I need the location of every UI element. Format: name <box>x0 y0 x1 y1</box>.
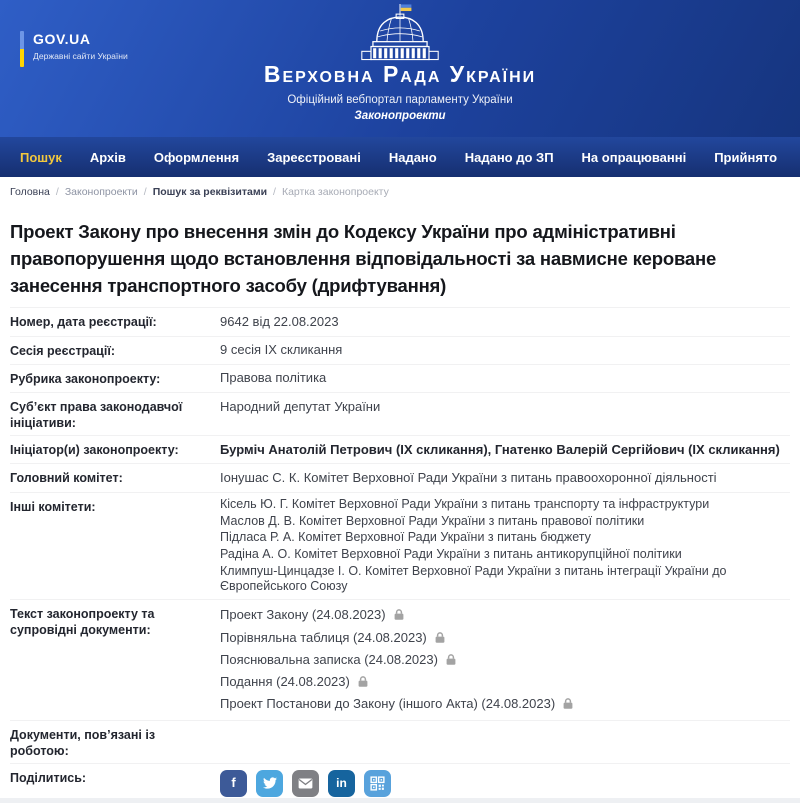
detail-value <box>210 397 790 431</box>
detail-label: Головний комітет: <box>10 471 123 486</box>
detail-label: Документи, пов’язані із роботою: <box>10 727 156 758</box>
lock-icon <box>445 653 457 666</box>
document-link[interactable] <box>220 604 790 626</box>
nav-item-nadano[interactable]: Надано <box>388 149 437 165</box>
detail-label: Ініціатор(и) законопроекту: <box>10 443 179 458</box>
detail-row <box>10 463 790 491</box>
share-buttons <box>220 768 790 799</box>
detail-label: Поділитись: <box>10 770 87 785</box>
detail-value-line: 9642 від 22.08.2023 <box>220 313 339 329</box>
detail-value-line: Підласа Р. А. Комітет Верховної Ради України з питань бюджету <box>220 530 591 545</box>
site-subtitle: Офіційний вебпортал парламенту України <box>287 94 513 106</box>
linkedin-icon: in <box>336 775 347 790</box>
detail-row <box>10 435 790 463</box>
document-link-label: Подання (24.08.2023) <box>220 674 350 690</box>
detail-label: Сесія реєстрації: <box>10 343 115 358</box>
facebook-icon: f <box>231 775 236 791</box>
footer-strip <box>0 798 800 803</box>
facebook-share-button[interactable] <box>220 770 247 797</box>
detail-value-line: Кісель Ю. Г. Комітет Верховної Ради України з питань транспорту та інфраструктури <box>220 497 710 512</box>
breadcrumb-item[interactable]: Законопроекти <box>64 186 138 198</box>
breadcrumb-separator: / <box>273 186 276 198</box>
detail-label: Суб’єкт права законодавчої ініціативи: <box>10 400 183 431</box>
twitter-share-button[interactable] <box>256 770 283 797</box>
detail-row <box>10 364 790 392</box>
breadcrumb-item: Картка законопроекту <box>281 186 389 198</box>
detail-value-line: Бурміч Анатолій Петрович (ІХ скликання), Гнатенко Валерій Сергійович (ІХ скликання) <box>220 441 780 457</box>
twitter-icon <box>263 776 277 790</box>
breadcrumb <box>0 177 800 205</box>
detail-value <box>210 768 790 799</box>
detail-value-line: Іонушас С. К. Комітет Верховної Ради України з питань правоохоронної діяльності <box>220 469 717 485</box>
document-link-label: Порівняльна таблиця (24.08.2023) <box>220 629 427 645</box>
detail-row <box>10 720 790 763</box>
qr-share-button[interactable] <box>364 770 391 797</box>
detail-value-line: Правова політика <box>220 370 327 386</box>
document-link[interactable] <box>220 693 790 715</box>
detail-row <box>10 336 790 364</box>
qr-code-icon <box>370 776 385 791</box>
detail-value-line: Маслов Д. В. Комітет Верховної Ради України з питань правової політики <box>220 513 645 528</box>
document-link-label: Пояснювальна записка (24.08.2023) <box>220 651 438 667</box>
detail-row <box>10 763 790 803</box>
detail-label: Інші комітети: <box>10 499 96 514</box>
linkedin-share-button[interactable] <box>328 770 355 797</box>
page-title: Проект Закону про внесення змін до Кодексу України про адміністративні правопорушення щодо встановлення відповідальності за навмисне кероване занесення транспортного засобу (дрифтування) <box>10 221 717 296</box>
detail-value <box>210 497 790 596</box>
detail-value-line: 9 сесія IX скликання <box>220 342 343 358</box>
document-link[interactable] <box>220 627 790 649</box>
detail-row <box>10 599 790 719</box>
site-header <box>0 0 800 137</box>
site-brand[interactable] <box>0 3 800 122</box>
nav-item-oformlennia[interactable]: Оформлення <box>153 149 240 165</box>
breadcrumb-item[interactable]: Пошук за реквізитами <box>152 186 268 198</box>
breadcrumb-separator: / <box>55 186 59 198</box>
detail-value-line: Климпуш-Цинцадзе І. О. Комітет Верховної Ради України з питань інтеграції України до Європейського Союзу <box>220 563 727 594</box>
detail-value <box>210 604 790 715</box>
detail-value <box>210 468 790 487</box>
detail-value <box>210 369 790 388</box>
detail-row <box>10 392 790 435</box>
detail-value-line: Народний депутат України <box>220 398 381 414</box>
email-share-button[interactable] <box>292 770 319 797</box>
lock-icon <box>434 631 446 644</box>
envelope-icon <box>298 778 313 789</box>
document-link[interactable] <box>220 671 790 693</box>
detail-value <box>210 440 790 459</box>
nav-item-nadano-do-zp[interactable]: Надано до ЗП <box>464 149 554 165</box>
detail-row <box>10 492 790 600</box>
main-nav <box>0 137 800 177</box>
bill-details <box>10 307 790 802</box>
gov-ua-title: GOV.UA <box>33 31 91 47</box>
document-link-label: Проект Постанови до Закону (іншого Акта) (24.08.2023) <box>220 696 556 712</box>
detail-value <box>210 341 790 360</box>
lock-icon <box>393 608 405 621</box>
gov-ua-subtitle: Державні сайти України <box>33 51 128 61</box>
parliament-building-icon <box>357 3 443 61</box>
lock-icon <box>562 697 574 710</box>
breadcrumb-item[interactable]: Головна <box>10 186 50 198</box>
document-link[interactable] <box>220 649 790 671</box>
detail-row <box>10 307 790 335</box>
nav-item-poshuk[interactable]: Пошук <box>20 149 62 165</box>
site-title: Верховна Рада України <box>263 61 537 87</box>
nav-item-arkhiv[interactable]: Архів <box>89 149 126 165</box>
document-link-label: Проект Закону (24.08.2023) <box>220 607 386 623</box>
detail-value <box>210 725 790 759</box>
detail-label: Номер, дата реєстрації: <box>10 315 157 330</box>
detail-value-line: Радіна А. О. Комітет Верховної Ради України з питань антикорупційної політики <box>220 547 682 562</box>
detail-value <box>210 312 790 331</box>
lock-icon <box>357 675 369 688</box>
nav-item-pryiniato[interactable]: Прийнято <box>714 149 778 165</box>
detail-label: Рубрика законопроекту: <box>10 371 161 386</box>
nav-item-na-opratsiuvanni[interactable]: На опрацюванні <box>581 149 687 165</box>
breadcrumb-separator: / <box>143 186 147 198</box>
detail-label: Текст законопроекту та супровідні документи: <box>10 607 155 638</box>
nav-item-zareiestrovani[interactable]: Зареєстровані <box>267 149 361 165</box>
site-section-label: Законопроекти <box>354 110 446 122</box>
